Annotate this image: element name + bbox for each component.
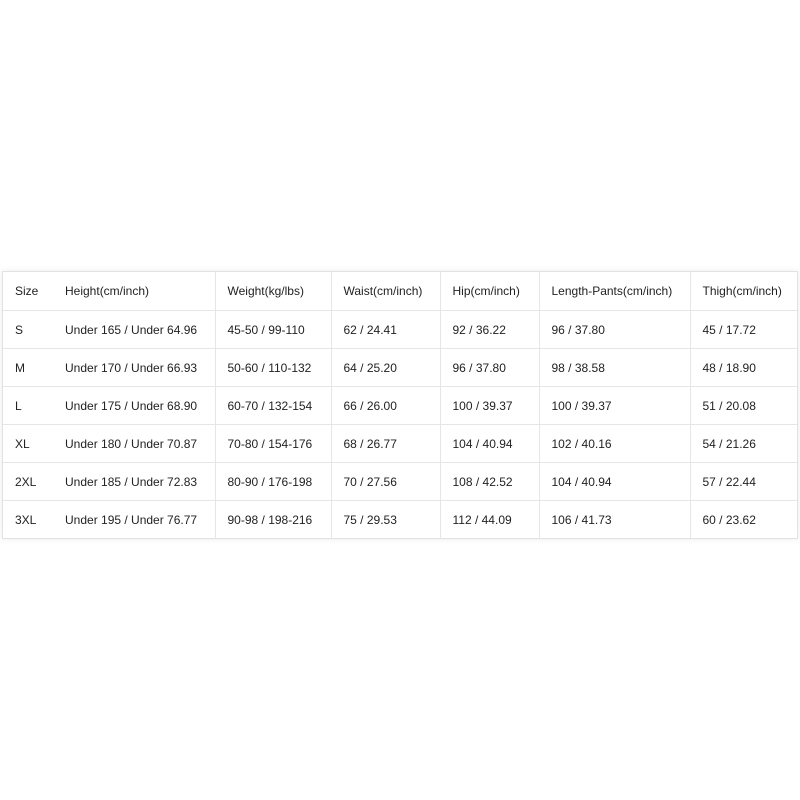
cell-thigh: 48 / 18.90	[690, 349, 797, 387]
header-length-pants: Length-Pants(cm/inch)	[539, 272, 690, 311]
cell-size: 2XL	[3, 463, 53, 501]
header-waist: Waist(cm/inch)	[331, 272, 440, 311]
cell-waist: 62 / 24.41	[331, 311, 440, 349]
cell-thigh: 57 / 22.44	[690, 463, 797, 501]
cell-waist: 66 / 26.00	[331, 387, 440, 425]
cell-weight: 90-98 / 198-216	[215, 501, 331, 539]
cell-height: Under 185 / Under 72.83	[53, 463, 215, 501]
cell-length-pants: 102 / 40.16	[539, 425, 690, 463]
table-row	[3, 349, 797, 387]
cell-size: L	[3, 387, 53, 425]
table-row	[3, 387, 797, 425]
header-weight: Weight(kg/lbs)	[215, 272, 331, 311]
header-thigh: Thigh(cm/inch)	[690, 272, 797, 311]
size-chart-table	[2, 271, 798, 539]
cell-length-pants: 96 / 37.80	[539, 311, 690, 349]
header-size: Size	[3, 272, 53, 311]
cell-length-pants: 100 / 39.37	[539, 387, 690, 425]
cell-height: Under 175 / Under 68.90	[53, 387, 215, 425]
cell-weight: 60-70 / 132-154	[215, 387, 331, 425]
table-header-row	[3, 272, 797, 311]
cell-waist: 64 / 25.20	[331, 349, 440, 387]
cell-thigh: 54 / 21.26	[690, 425, 797, 463]
cell-weight: 50-60 / 110-132	[215, 349, 331, 387]
cell-hip: 104 / 40.94	[440, 425, 539, 463]
cell-hip: 108 / 42.52	[440, 463, 539, 501]
table-row	[3, 463, 797, 501]
header-hip: Hip(cm/inch)	[440, 272, 539, 311]
cell-height: Under 195 / Under 76.77	[65, 512, 198, 527]
cell-height: Under 170 / Under 66.93	[53, 349, 215, 387]
cell-height: Under 180 / Under 70.87	[53, 425, 215, 463]
cell-hip: 92 / 36.22	[440, 311, 539, 349]
table-row	[3, 501, 797, 539]
cell-waist: 68 / 26.77	[331, 425, 440, 463]
cell-size: M	[3, 349, 53, 387]
cell-thigh: 51 / 20.08	[690, 387, 797, 425]
cell-waist: 70 / 27.56	[331, 463, 440, 501]
header-height: Height(cm/inch)	[53, 272, 215, 311]
cell-hip: 96 / 37.80	[440, 349, 539, 387]
cell-size: S	[3, 311, 53, 349]
cell-waist: 75 / 29.53	[331, 501, 440, 539]
cell-size: XL	[3, 425, 53, 463]
cell-length-pants: 98 / 38.58	[539, 349, 690, 387]
cell-thigh: 60 / 23.62	[690, 501, 797, 539]
cell-weight: 45-50 / 99-110	[215, 311, 331, 349]
table-row	[3, 311, 797, 349]
cell-weight: 70-80 / 154-176	[215, 425, 331, 463]
cell-length-pants: 104 / 40.94	[539, 463, 690, 501]
cell-size: 3XL	[15, 512, 37, 527]
cell-thigh: 45 / 17.72	[690, 311, 797, 349]
cell-length-pants: 106 / 41.73	[539, 501, 690, 539]
cell-hip: 100 / 39.37	[440, 387, 539, 425]
cell-weight: 80-90 / 176-198	[215, 463, 331, 501]
size-table	[3, 272, 797, 538]
cell-hip: 112 / 44.09	[440, 501, 539, 539]
cell-height: Under 165 / Under 64.96	[53, 311, 215, 349]
table-row	[3, 425, 797, 463]
